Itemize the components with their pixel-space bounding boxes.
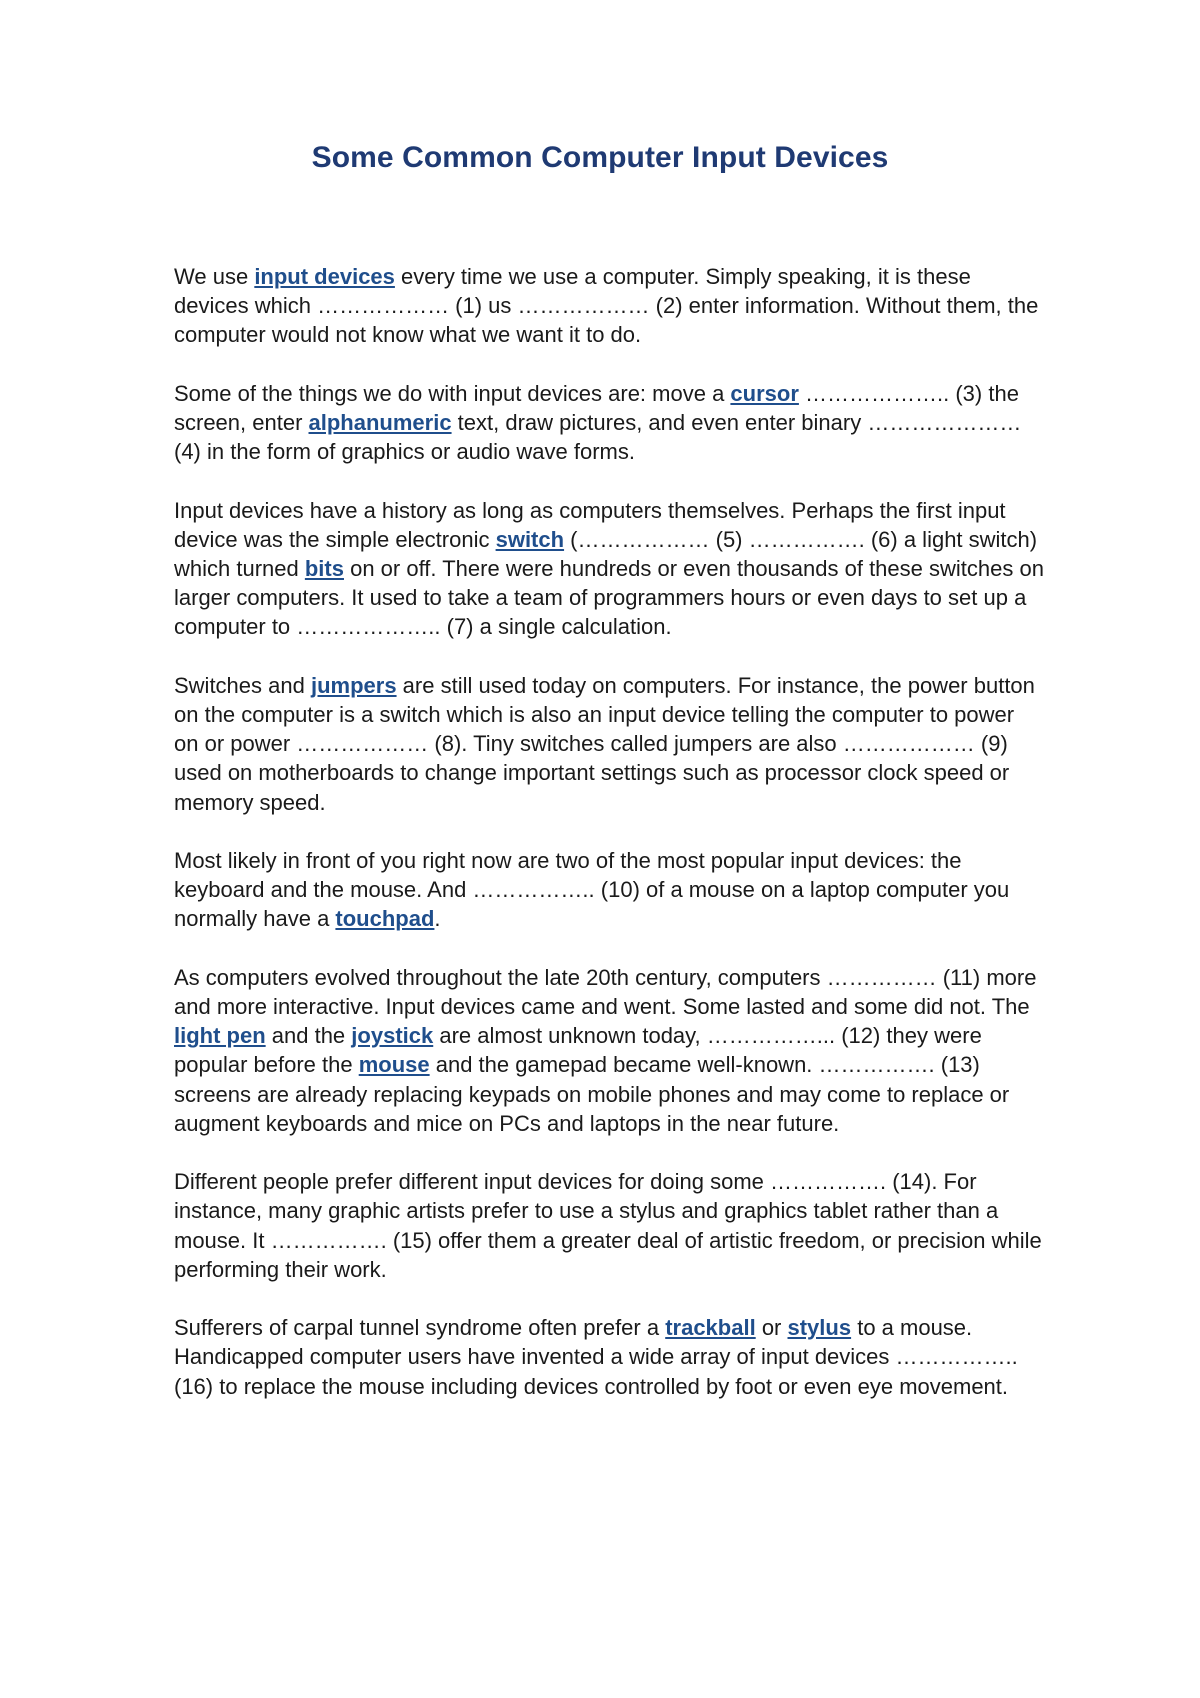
- paragraph-text: We use: [174, 264, 255, 289]
- paragraph-text: are still used today on computers. For instance, the power button on the computer is a switch which is also an input device telling the computer to power on or power ……………… (8). Tiny switches called jumpers are also ……………… (9) used on motherboards to change important settings such as processor clock speed or memory speed.: [174, 672, 1035, 815]
- paragraph: [174, 963, 1044, 1138]
- term-link[interactable]: switch: [495, 526, 565, 552]
- term-link[interactable]: light pen: [174, 1023, 266, 1049]
- paragraph: [174, 1167, 1044, 1284]
- paragraph-text: Some of the things we do with input devices are: move a: [174, 380, 731, 406]
- paragraph-text: to a mouse. Handicapped computer users have invented a wide array of input devices …………….. (16) to replace the mouse including devices controlled by foot or even eye movement.: [174, 1315, 1018, 1399]
- term-link[interactable]: cursor: [730, 380, 799, 406]
- paragraph: [174, 1313, 1044, 1401]
- term-link[interactable]: input devices: [254, 264, 395, 289]
- page-title: Some Common Computer Input Devices: [311, 141, 889, 174]
- paragraph: [174, 846, 1044, 934]
- paragraph-text: on or off. There were hundreds or even thousands of these switches on larger computers. It used to take a team of programmers hours or even days to set up a computer to ……………….. (7) a single calculation.: [174, 556, 1044, 640]
- document-body: [174, 262, 1044, 1430]
- term-link[interactable]: trackball: [665, 1315, 756, 1341]
- term-link[interactable]: stylus: [787, 1315, 852, 1341]
- paragraph-text: Most likely in front of you right now are two of the most popular input devices: the keyboard and the mouse. And …………….. (10) of a mouse on a laptop computer you normally have a: [174, 848, 1010, 932]
- paragraph: [174, 262, 1044, 350]
- paragraph-text: every time we use a computer. Simply speaking, it is these devices which ……………… (1) us ……………… (2) enter information. Without them, the computer would not know what we want it to do.: [174, 264, 1039, 348]
- paragraph-text: and the: [265, 1023, 352, 1049]
- paragraph-text: and the gamepad became well-known. ……………. (13) screens are already replacing keypads on mobile phones and may come to replace or augment keyboards and mice on PCs and laptops in the near future.: [174, 1052, 1010, 1136]
- paragraph-text: As computers evolved throughout the late 20th century, computers …………… (11) more and more interactive. Input devices came and went. Some lasted and some did not. The: [174, 964, 1037, 1019]
- paragraph-text: ……………….. (3) the screen, enter: [174, 380, 1019, 435]
- paragraph-text: .: [434, 906, 441, 932]
- paragraph-text: Sufferers of carpal tunnel syndrome often prefer a: [174, 1315, 666, 1341]
- paragraph-text: Switches and: [174, 672, 311, 698]
- paragraph-text: text, draw pictures, and even enter binary ………………… (4) in the form of graphics or audio wave forms.: [174, 410, 1022, 465]
- paragraph: [174, 496, 1044, 642]
- term-link[interactable]: mouse: [358, 1052, 430, 1078]
- term-link[interactable]: jumpers: [310, 672, 397, 698]
- paragraph-text: (……………… (5) ……………. (6) a light switch) which turned: [174, 526, 1038, 581]
- term-link[interactable]: alphanumeric: [308, 410, 452, 435]
- paragraph: [174, 671, 1044, 817]
- term-link[interactable]: bits: [304, 556, 344, 581]
- paragraph-text: or: [755, 1315, 788, 1341]
- paragraph-text: Input devices have a history as long as computers themselves. Perhaps the first input device was the simple electronic: [174, 497, 1006, 552]
- paragraph: [174, 379, 1044, 467]
- paragraph-text: are almost unknown today, ……………... (12) they were popular before the: [174, 1023, 982, 1078]
- term-link[interactable]: joystick: [351, 1023, 434, 1049]
- term-link[interactable]: touchpad: [335, 906, 435, 932]
- paragraph-text: Different people prefer different input devices for doing some ……………. (14). For instance, many graphic artists prefer to use a stylus and graphics tablet rather than a mouse. It ……………. (15) offer them a greater deal of artistic freedom, or precision while performing their work.: [174, 1169, 1042, 1282]
